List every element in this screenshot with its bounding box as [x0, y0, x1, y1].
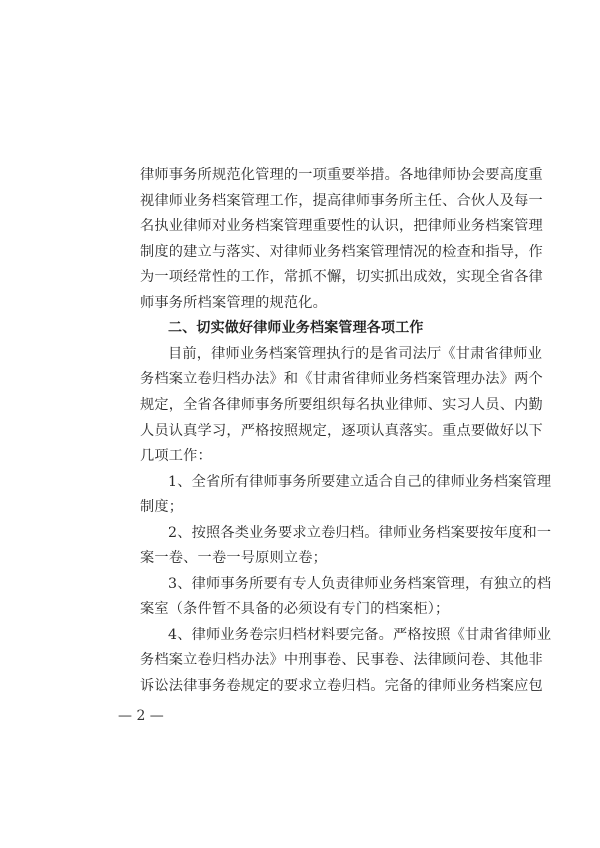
page-number: — 2 —: [118, 708, 164, 724]
paragraph-line: 制度的建立与落实、对律师业务档案管理情况的检查和指导，作: [140, 244, 543, 260]
paragraph-line: 几项工作：: [140, 448, 212, 464]
paragraph-line: 目前，律师业务档案管理执行的是省司法厅《甘肃省律师业: [168, 346, 543, 362]
list-item-line: 案室（条件暂不具备的必须设有专门的档案柜）；: [140, 601, 450, 617]
paragraph-line: 务档案立卷归档办法》和《甘肃省律师业务档案管理办法》两个: [140, 371, 543, 387]
list-item-line: 务档案立卷归档办法》中刑事卷、民事卷、法律顾问卷、其他非: [140, 652, 543, 668]
list-item-line: 3、律师事务所要有专人负责律师业务档案管理，有独立的档: [168, 576, 552, 592]
list-item-line: 4、律师业务卷宗归档材料要完备。严格按照《甘肃省律师业: [168, 627, 552, 643]
list-item-line: 2、按照各类业务要求立卷归档。律师业务档案要按年度和一: [168, 525, 552, 541]
list-item-line: 制度；: [140, 499, 184, 515]
section-heading: 二、切实做好律师业务档案管理各项工作: [168, 320, 424, 336]
paragraph-line: 为一项经常性的工作，常抓不懈，切实抓出成效，实现全省各律: [140, 269, 543, 285]
list-item-line: 1、全省所有律师事务所要建立适合自己的律师业务档案管理: [168, 474, 552, 490]
list-item-line: 诉讼法律事务卷规定的要求立卷归档。完备的律师业务档案应包: [140, 678, 543, 694]
list-item-line: 案一卷、一卷一号原则立卷；: [140, 550, 328, 566]
paragraph-line: 律师事务所规范化管理的一项重要举措。各地律师协会要高度重: [140, 167, 543, 183]
paragraph-line: 名执业律师对业务档案管理重要性的认识，把律师业务档案管理: [140, 218, 543, 234]
paragraph-line: 人员认真学习，严格按照规定，逐项认真落实。重点要做好以下: [140, 423, 543, 439]
paragraph-line: 师事务所档案管理的规范化。: [140, 295, 328, 311]
paragraph-line: 规定，全省各律师事务所要组织每名执业律师、实习人员、内勤: [140, 397, 543, 413]
paragraph-line: 视律师业务档案管理工作，提高律师事务所主任、合伙人及每一: [140, 193, 543, 209]
